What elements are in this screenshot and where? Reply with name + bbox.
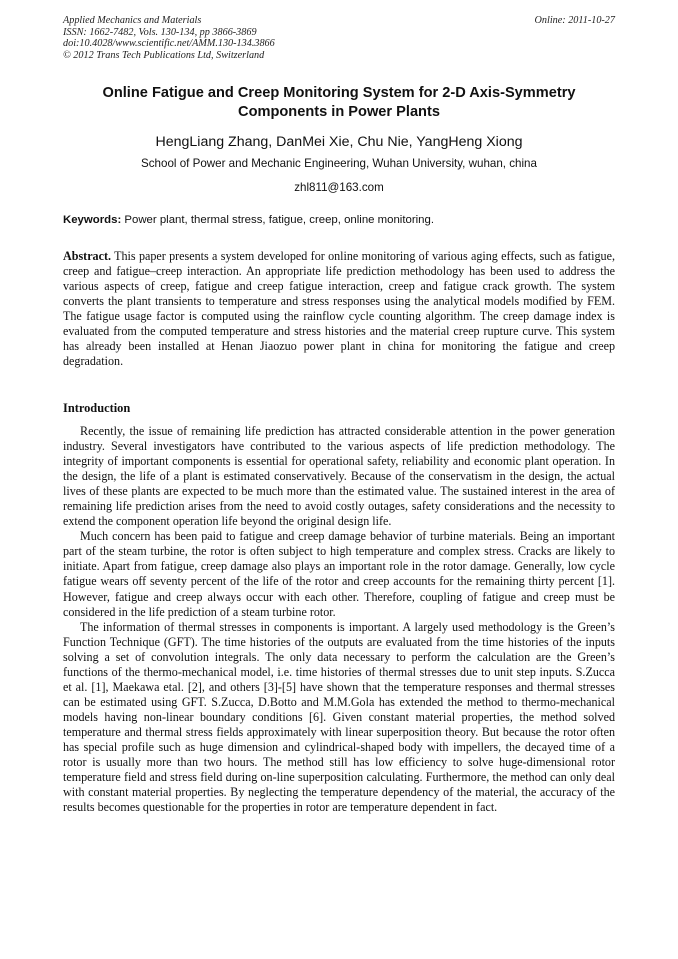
author-email: zhl811@163.com [294, 181, 384, 194]
paper-authors: HengLiang Zhang, DanMei Xie, Chu Nie, YangHeng Xiong [155, 134, 523, 150]
abstract-label: Abstract. [63, 249, 112, 263]
intro-paragraph-2: Much concern has been paid to fatigue and creep damage behavior of turbine materials. Being an important part of the steam turbine, the rotor is often subject to high temperature and complex stress. Cracks are likely to initiate. Apart from fatigue, creep damage also plays an important role in the rotor damage. Generally, low cycle fatigue wears off seventy percent of the life of the rotor and creep accounts for the remaining thirty percent [1]. However, fatigue and creep always occur with each other. Therefore, coupling of fatigue and creep must be considered in the life prediction of a steam turbine rotor. [63, 529, 615, 619]
abstract-paragraph [63, 249, 615, 369]
journal-name: Applied Mechanics and Materials [63, 15, 202, 26]
keywords [63, 213, 615, 227]
abstract [63, 249, 615, 369]
journal-copyright: © 2012 Trans Tech Publications Ltd, Switzerland [63, 49, 265, 61]
introduction-body [63, 424, 615, 815]
journal-doi: doi:10.4028/www.scientific.net/AMM.130-134.3866 [63, 38, 275, 50]
intro-paragraph-1: Recently, the issue of remaining life prediction has attracted considerable attention in the power generation industry. Several investigators have contributed to the various aspects of life prediction methodology. The integrity of important components is essential for operational safety, reliability and economic plant operation. In the design, the life of a plant is estimated conservatively. Because of the conservatism in the design, the actual lives of these plants are expected to be much more than the estimated value. The sustained interest in the area of remaining life prediction arises from the need to avoid costly outages, safety considerations and the necessity to extend the component operation life beyond the original design life. [63, 424, 615, 529]
journal-header [63, 15, 615, 61]
intro-paragraph-3: The information of thermal stresses in components is important. A largely used methodology is the Green’s Function Technique (GFT). The time histories of the outputs are evaluated from the time histories of the inputs solving a set of convolution integrals. The only data necessary to perform the calculation are the Green’s functions of the thermo-mechanical model, i.e. time histories of thermal stresses due to unit step inputs. S.Zucca et al. [1], Maekawa etal. [2], and others [3]-[5] have shown that the temperature responses and thermal stresses can be estimated using GFT. S.Zucca, D.Botto and M.M.Gola has extended the method to thermo-mechanical models having non-linear boundary conditions [6]. Given constant material properties, the method solved temperature and thermal stress fields approximately with linear superposition theory. But because the rotor often has special profile such as huge dimension and cylindrical-shaped body with impellers, the decayed time of a rotor is usually more than two hours. The method still has low efficiency to solve huge-dimensional rotor temperature field and stress field during on-line superposition calculating. Furthermore, the method can only deal with constant material properties. By neglecting the temperature dependency of the material, the accuracy of the results becomes questionable for the properties in rotor are temperature dependent in fact. [63, 619, 615, 815]
author-affiliation: School of Power and Mechanic Engineering, Wuhan University, wuhan, china [141, 157, 537, 170]
journal-issn: ISSN: 1662-7482, Vols. 130-134, pp 3866-3869 [63, 26, 257, 38]
online-date: Online: 2011-10-27 [534, 15, 615, 26]
keywords-text: Power plant, thermal stress, fatigue, creep, online monitoring. [121, 214, 434, 226]
abstract-text: This paper presents a system developed for online monitoring of various aging effects, such as fatigue, creep and fatigue–creep interaction. An appropriate life prediction methodology has been used to address the various aspects of creep, fatigue and creep fatigue interaction, creep and fatigue crack growth. The system converts the plant transients to temperature and stress responses using the analytical models modified by FEM. The fatigue usage factor is computed using the rainflow cycle counting algorithm. The creep damage index is evaluated from the computed temperature and stress histories and the material creep rupture curve. This system has already been installed at Henan Jiaozuo power plant in china for monitoring the fatigue and creep degradation. [63, 249, 615, 369]
paper-title: Online Fatigue and Creep Monitoring System for 2-D Axis-Symmetry Components in Power Plants [102, 85, 576, 120]
keywords-label: Keywords: [63, 214, 122, 226]
introduction-heading: Introduction [63, 401, 131, 415]
